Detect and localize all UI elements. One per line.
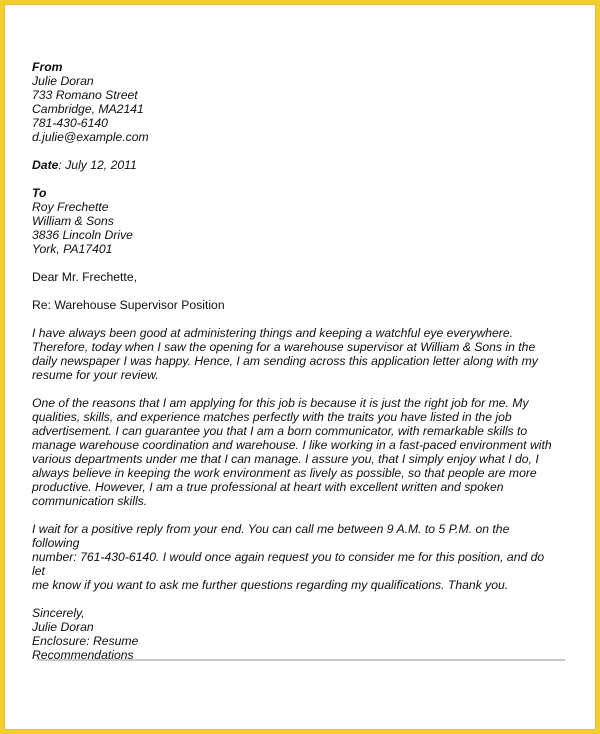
sender-phone: 781-430-6140	[32, 116, 108, 130]
salutation: Dear Mr. Frechette,	[32, 270, 137, 284]
paragraph-line: number: 761-430-6140. I would once again request you to consider me for this position, and do let	[32, 550, 545, 578]
paragraph-3	[32, 522, 552, 592]
paragraph-line: various departments under me that I can manage. I assure you, that I simply enjoy what I do, I	[32, 452, 539, 466]
paragraph-2	[32, 396, 552, 508]
to-heading: To	[32, 186, 47, 200]
paragraph-line: qualities, skills, and experience matches perfectly with the traits you have listed in the job	[32, 410, 512, 424]
from-heading: From	[32, 60, 63, 74]
recipient-block	[32, 186, 552, 256]
paragraph-line: One of the reasons that I am applying for this job is because it is just the right job for me. My	[32, 396, 529, 410]
recipient-company: William & Sons	[32, 214, 114, 228]
sender-city: Cambridge, MA2141	[32, 102, 144, 116]
subject-line: Re: Warehouse Supervisor Position	[32, 298, 225, 312]
sender-name: Julie Doran	[32, 74, 94, 88]
paragraph-line: I have always been good at administering things and keeping a watchful eye everywhere.	[32, 326, 514, 340]
recommendations-line: Recommendations	[32, 648, 134, 662]
recipient-street: 3836 Lincoln Drive	[32, 228, 133, 242]
sender-street: 733 Romano Street	[32, 88, 138, 102]
date-label: Date	[32, 158, 59, 172]
sender-email: d.julie@example.com	[32, 130, 149, 144]
recipient-city: York, PA17401	[32, 242, 113, 256]
paragraph-line: advertisement. I can guarantee you that I am a born communicator, with remarkable skills to	[32, 424, 528, 438]
recipient-name: Roy Frechette	[32, 200, 109, 214]
paragraph-line: always believe in keeping the work environment as lively as possible, so that people are more	[32, 466, 537, 480]
paragraph-line: me know if you want to ask me further questions regarding my qualifications. Thank you.	[32, 578, 509, 592]
paragraph-line: I wait for a positive reply from your end. You can call me between 9 A.M. to 5 P.M. on the following	[32, 522, 510, 550]
letter-body	[32, 60, 552, 662]
paragraph-line: Therefore, today when I saw the opening for a warehouse supervisor at William & Sons in the	[32, 340, 536, 354]
signer-name: Julie Doran	[32, 620, 94, 634]
date-line	[32, 158, 552, 172]
closing-block	[32, 606, 552, 662]
paragraph-line: daily newspaper I was happy. Hence, I am sending across this application letter along with my	[32, 354, 538, 368]
sender-block	[32, 60, 552, 144]
paragraph-1	[32, 326, 552, 382]
paragraph-line: communication skills.	[32, 494, 148, 508]
enclosure-line: Enclosure: Resume	[32, 634, 139, 648]
paragraph-line: manage warehouse coordination and warehouse. I like working in a fast-paced environment with	[32, 438, 552, 452]
date-value: : July 12, 2011	[58, 158, 137, 172]
paragraph-line: resume for your review.	[32, 368, 159, 382]
paragraph-line: productive. However, I am a true professional at heart with excellent written and spoken	[32, 480, 504, 494]
valediction: Sincerely,	[32, 606, 85, 620]
